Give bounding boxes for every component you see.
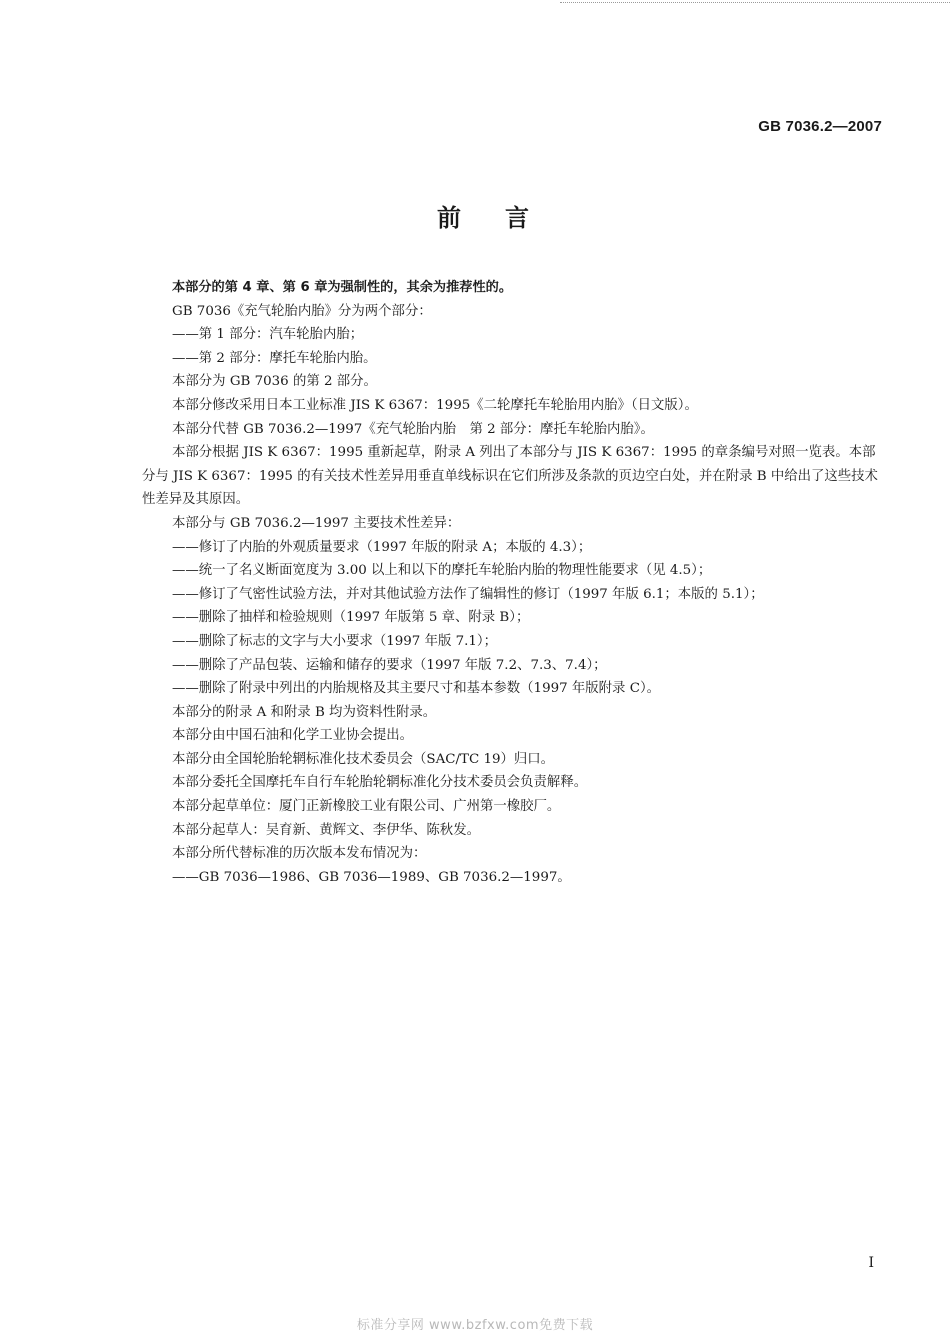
- paragraph-this-part: 本部分为 GB 7036 的第 2 部分。: [172, 374, 377, 390]
- list-item: ——删除了附录中列出的内胎规格及其主要尺寸和基本参数（1997 年版附录 C）。: [172, 681, 661, 697]
- paragraph-redrafting: 本部分根据 JIS K 6367：1995 重新起草，附录 A 列出了本部分与 JIS K 6367：1995 的章条编号对照一览表。本部分与 JIS K 6367：1995 的有关技术性差异用垂直单线标识在它们所涉及条款的页边空白处，并在附录 B 中给出了这些技术性差异及其原因。: [142, 445, 878, 508]
- paragraph-parts-intro: GB 7036《充气轮胎内胎》分为两个部分：: [172, 303, 432, 319]
- paragraph-drafting-units: 本部分起草单位：厦门正新橡胶工业有限公司、广州第一橡胶厂。: [172, 799, 561, 815]
- paragraph-replaces: 本部分代替 GB 7036.2—1997《充气轮胎内胎 第 2 部分：摩托车轮胎内胎》。: [172, 421, 654, 437]
- page-number: I: [868, 1255, 874, 1271]
- list-item: ——第 2 部分：摩托车轮胎内胎。: [172, 350, 377, 366]
- list-item: ——修订了气密性试验方法，并对其他试验方法作了编辑性的修订（1997 年版 6.1；本版的 5.1）；: [172, 586, 764, 602]
- paragraph-history-intro: 本部分所代替标准的历次版本发布情况为：: [172, 846, 427, 862]
- top-scan-rule: [560, 2, 950, 3]
- list-item: ——删除了产品包装、运输和储存的要求（1997 年版 7.2、7.3、7.4）；: [172, 657, 607, 673]
- paragraph-differences-intro: 本部分与 GB 7036.2—1997 主要技术性差异：: [172, 515, 461, 531]
- list-item: ——第 1 部分：汽车轮胎内胎；: [172, 327, 364, 343]
- list-item: ——删除了标志的文字与大小要求（1997 年版 7.1）；: [172, 633, 497, 649]
- paragraph-under-jurisdiction: 本部分由全国轮胎轮辋标准化技术委员会（SAC/TC 19）归口。: [172, 751, 555, 767]
- paragraph-mandatory-chapters: 本部分的第 4 章、第 6 章为强制性的，其余为推荐性的。: [172, 280, 513, 295]
- list-item: ——GB 7036—1986、GB 7036—1989、GB 7036.2—1997。: [172, 869, 571, 885]
- watermark: 标准分享网 www.bzfxw.com免费下载: [356, 1318, 594, 1333]
- foreword-body: [142, 276, 880, 889]
- paragraph-annexes: 本部分的附录 A 和附录 B 均为资料性附录。: [172, 704, 437, 720]
- standard-code: GB 7036.2—2007: [758, 118, 882, 135]
- list-item: ——统一了名义断面宽度为 3.00 以上和以下的摩托车轮胎内胎的物理性能要求（见 4.5）；: [172, 563, 712, 579]
- paragraph-adoption: 本部分修改采用日本工业标准 JIS K 6367：1995《二轮摩托车轮胎用内胎》（日文版）。: [172, 397, 698, 413]
- list-item: ——删除了抽样和检验规则（1997 年版第 5 章、附录 B）；: [172, 610, 530, 626]
- list-item: ——修订了内胎的外观质量要求（1997 年版的附录 A；本版的 4.3）；: [172, 539, 592, 555]
- paragraph-drafters: 本部分起草人：吴育新、黄辉文、李伊华、陈秋发。: [172, 822, 480, 838]
- paragraph-proposed-by: 本部分由中国石油和化学工业协会提出。: [172, 728, 414, 744]
- page-title: 前言: [437, 204, 573, 232]
- paragraph-interpretation: 本部分委托全国摩托车自行车轮胎轮辋标准化分技术委员会负责解释。: [172, 775, 588, 791]
